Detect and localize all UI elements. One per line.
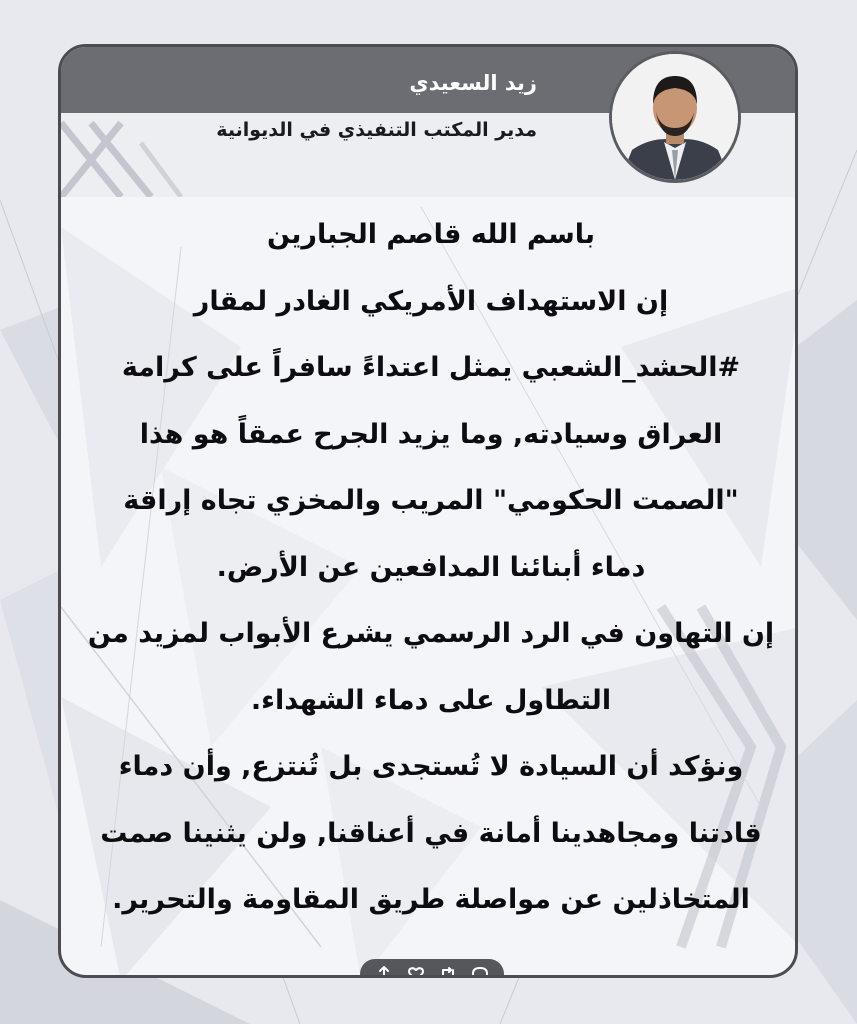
- repost-icon: [439, 965, 457, 978]
- post-line: المتخاذلين عن مواصلة طريق المقاومة والتحرير.: [112, 884, 750, 915]
- avatar[interactable]: [609, 51, 741, 183]
- post-text: [81, 202, 781, 934]
- author-title: مدير المكتب التنفيذي في الديوانية: [216, 119, 537, 141]
- share-button[interactable]: [373, 963, 395, 978]
- post-line: "الصمت الحكومي" المريب والمخزي تجاه إراقة: [123, 485, 739, 516]
- comment-button[interactable]: [469, 963, 491, 978]
- post-line: #الحشد_الشعبي يمثل اعتداءً سافراً على كرامة: [121, 352, 741, 383]
- author-name: زيد السعيدي: [409, 71, 537, 95]
- post-actions-bar: [360, 959, 504, 978]
- share-icon: [375, 965, 393, 978]
- post-line: دماء أبنائنا المدافعين عن الأرض.: [216, 551, 646, 583]
- heart-icon: [407, 965, 425, 978]
- post-line: قادتنا ومجاهدينا أمانة في أعناقنا, ولن يثنينا صمت: [100, 817, 762, 849]
- post-line: إن الاستهداف الأمريكي الغادر لمقار: [193, 285, 669, 317]
- like-button[interactable]: [405, 963, 427, 978]
- person-icon: [612, 54, 738, 180]
- comment-icon: [471, 965, 489, 978]
- post-line: ونؤكد أن السيادة لا تُستجدى بل تُنتزع, وأن دماء: [118, 751, 744, 782]
- post-line: إن التهاون في الرد الرسمي يشرع الأبواب لمزيد من: [87, 618, 775, 649]
- post-line: باسم الله قاصم الجبارين: [266, 219, 596, 250]
- post-line: العراق وسيادته, وما يزيد الجرح عمقاً هو هذا: [139, 418, 723, 450]
- repost-button[interactable]: [437, 963, 459, 978]
- post-line: التطاول على دماء الشهداء.: [250, 684, 612, 716]
- post-card: [58, 44, 798, 978]
